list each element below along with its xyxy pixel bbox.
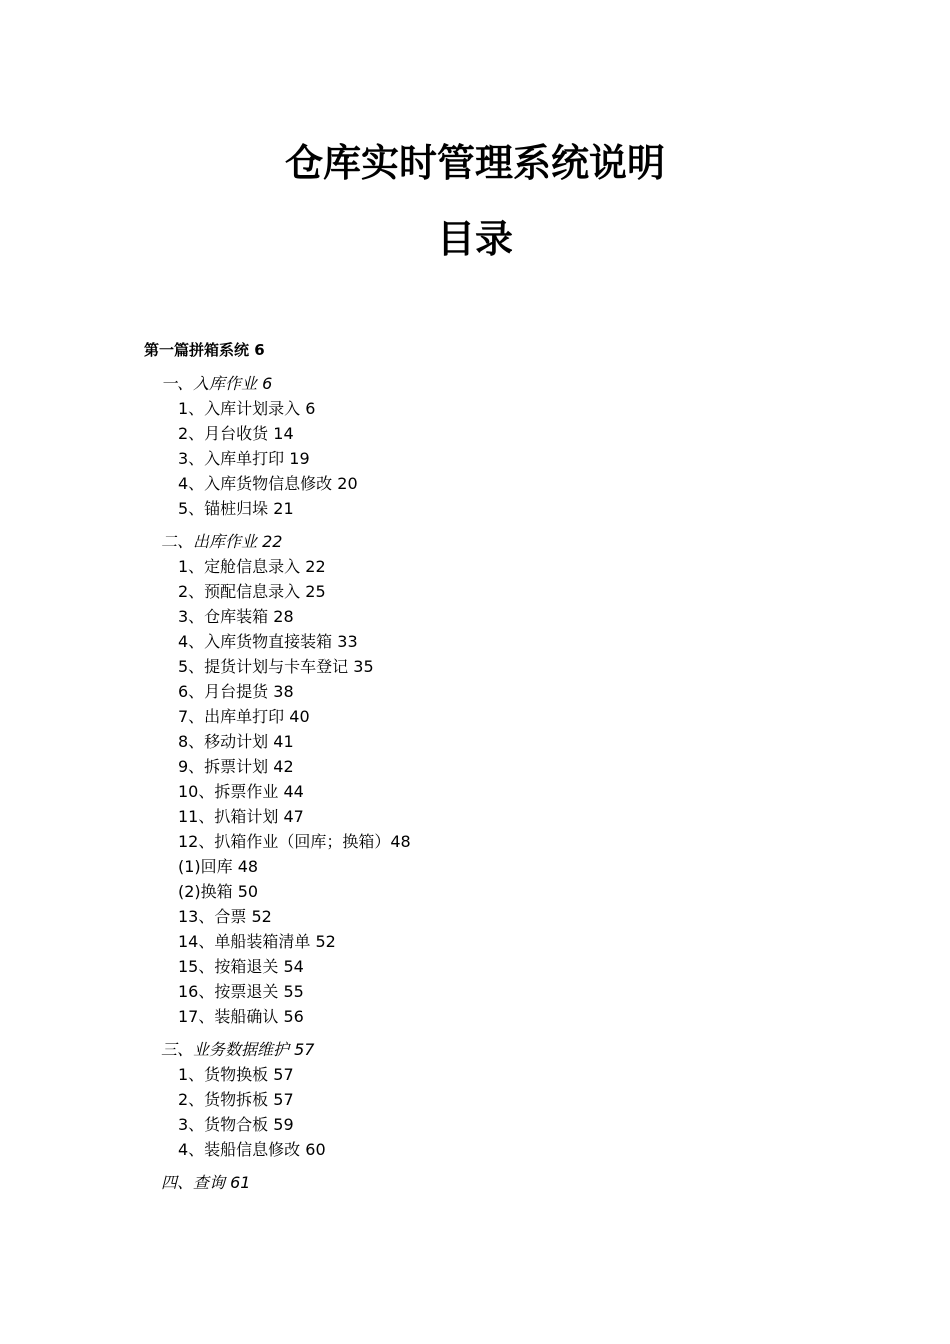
toc-item[interactable]: 5、锚桩归垛 21 — [178, 499, 294, 518]
toc-item[interactable]: 2、货物拆板 57 — [178, 1090, 294, 1109]
toc-section-title[interactable]: 一、入库作业 6 — [161, 374, 273, 393]
toc-item[interactable]: 15、按箱退关 54 — [178, 957, 304, 976]
toc-item[interactable]: 14、单船装箱清单 52 — [178, 932, 336, 951]
toc-item[interactable]: 2、月台收货 14 — [178, 424, 294, 443]
toc-section — [144, 372, 844, 521]
toc-item[interactable]: 12、扒箱作业（回库；换箱）48 — [178, 832, 411, 851]
toc-item[interactable]: 1、货物换板 57 — [178, 1065, 294, 1084]
toc-item[interactable]: 16、按票退关 55 — [178, 982, 304, 1001]
toc-item[interactable]: 3、入库单打印 19 — [178, 449, 310, 468]
toc-item[interactable]: 3、货物合板 59 — [178, 1115, 294, 1134]
toc-item[interactable]: 3、仓库装箱 28 — [178, 607, 294, 626]
toc-item[interactable]: 7、出库单打印 40 — [178, 707, 310, 726]
toc-item[interactable]: 11、扒箱计划 47 — [178, 807, 304, 826]
toc-item[interactable]: 9、拆票计划 42 — [178, 757, 294, 776]
toc-item[interactable]: 5、提货计划与卡车登记 35 — [178, 657, 374, 676]
toc-section — [144, 530, 844, 1029]
toc-item[interactable]: 1、定舱信息录入 22 — [178, 557, 326, 576]
toc-section — [144, 1171, 844, 1195]
toc-item[interactable]: 4、装船信息修改 60 — [178, 1140, 326, 1159]
toc-section-title[interactable]: 二、出库作业 22 — [161, 532, 283, 551]
toc-section-title[interactable]: 四、查询 61 — [161, 1173, 251, 1192]
toc-item[interactable]: 10、拆票作业 44 — [178, 782, 304, 801]
toc-item[interactable]: 4、入库货物信息修改 20 — [178, 474, 358, 493]
toc-section — [144, 1038, 844, 1162]
toc-item[interactable]: (2)换箱 50 — [178, 882, 259, 901]
document-title: 仓库实时管理系统说明 — [284, 141, 665, 185]
toc-item[interactable]: 2、预配信息录入 25 — [178, 582, 326, 601]
toc-item[interactable]: 6、月台提货 38 — [178, 682, 294, 701]
toc-item[interactable]: 4、入库货物直接装箱 33 — [178, 632, 358, 651]
toc-part-entry[interactable]: 第一篇拼箱系统 6 — [144, 341, 265, 359]
toc-sections — [144, 372, 844, 1195]
toc-section-title[interactable]: 三、业务数据维护 57 — [161, 1040, 315, 1059]
table-of-contents — [144, 338, 844, 1195]
toc-item[interactable]: 8、移动计划 41 — [178, 732, 294, 751]
toc-heading: 目录 — [436, 217, 513, 261]
toc-item[interactable]: 1、入库计划录入 6 — [178, 399, 316, 418]
toc-item[interactable]: 17、装船确认 56 — [178, 1007, 304, 1026]
toc-item[interactable]: 13、合票 52 — [178, 907, 272, 926]
toc-item[interactable]: (1)回库 48 — [178, 857, 259, 876]
